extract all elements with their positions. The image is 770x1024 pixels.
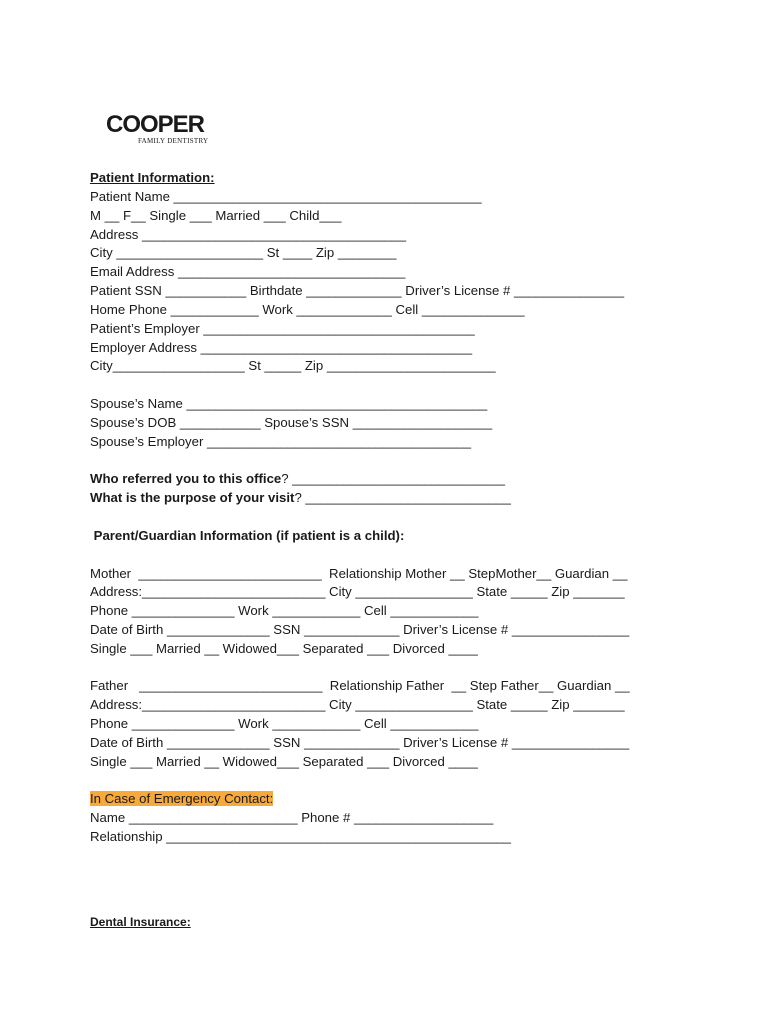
city-state-zip-line: City ____________________ St ____ Zip ________ [90,245,397,260]
address-line: Address ____________________________________ [90,227,407,242]
patient-info-heading: Patient Information: [90,170,215,185]
employer-city-line: City__________________ St _____ Zip _______________________ [90,358,496,373]
spouse-name-line: Spouse’s Name _________________________________________ [90,396,488,411]
ssn-birthdate-license-line: Patient SSN ___________ Birthdate _____________ Driver’s License # _______________ [90,283,625,298]
father-phone-line: Phone ______________ Work ____________ Cell ____________ [90,716,479,731]
father-address-line: Address:_________________________ City ________________ State _____ Zip _______ [90,697,625,712]
mother-marital-line: Single ___ Married __ Widowed___ Separated ___ Divorced ____ [90,641,478,656]
sex-marital-line: M __ F__ Single ___ Married ___ Child___ [90,208,342,223]
emergency-name-phone-line: Name _______________________ Phone # ___________________ [90,810,494,825]
dental-insurance-heading: Dental Insurance: [90,915,191,929]
patient-name-line: Patient Name __________________________________________ [90,189,482,204]
phone-line: Home Phone ____________ Work _____________ Cell ______________ [90,302,525,317]
father-name-line: Father _________________________ Relationship Father __ Step Father__ Guardian __ [90,678,630,693]
spouse-employer-line: Spouse’s Employer ____________________________________ [90,434,472,449]
father-dob-line: Date of Birth ______________ SSN _____________ Driver’s License # ________________ [90,735,630,750]
emergency-heading: In Case of Emergency Contact: [90,791,274,806]
referral-label: Who referred you to this office [90,471,282,486]
visit-purpose-question [90,490,511,506]
emergency-heading-row [90,791,273,807]
logo-subtitle: FAMILY DENTISTRY [138,137,209,145]
visit-purpose-label: What is the purpose of your visit [90,490,295,505]
spouse-dob-ssn-line: Spouse’s DOB ___________ Spouse’s SSN ___________________ [90,415,493,430]
mother-dob-line: Date of Birth ______________ SSN _____________ Driver’s License # ________________ [90,622,630,637]
referral-question [90,471,505,487]
employer-address-line: Employer Address _____________________________________ [90,340,473,355]
mother-phone-line: Phone ______________ Work ____________ Cell ____________ [90,603,479,618]
cooper-logo [106,112,226,148]
visit-purpose-blank: ? ____________________________ [294,490,511,505]
mother-name-line: Mother _________________________ Relationship Mother __ StepMother__ Guardian __ [90,566,628,581]
logo-wordmark: COOPER [106,111,205,138]
referral-blank: ? _____________________________ [281,471,505,486]
mother-address-line: Address:_________________________ City ________________ State _____ Zip _______ [90,584,625,599]
employer-line: Patient’s Employer _____________________________________ [90,321,475,336]
email-line: Email Address _______________________________ [90,264,406,279]
father-marital-line: Single ___ Married __ Widowed___ Separated ___ Divorced ____ [90,754,478,769]
guardian-heading: Parent/Guardian Information (if patient is a child): [90,528,405,543]
emergency-relationship-line: Relationship _______________________________________________ [90,829,511,844]
